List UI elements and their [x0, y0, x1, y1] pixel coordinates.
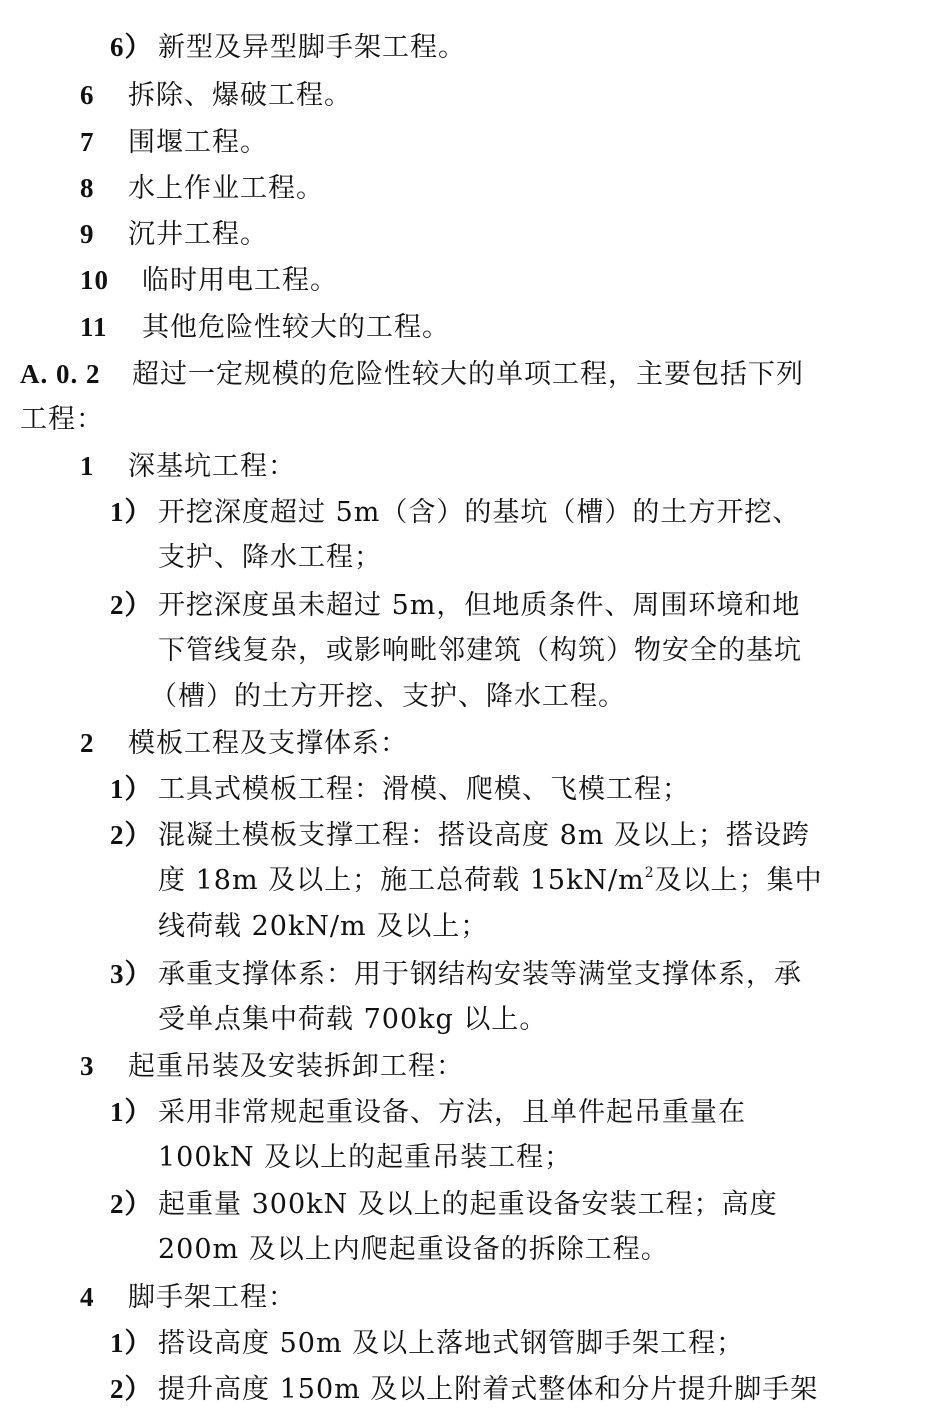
subitem-text: （槽）的土方开挖、支护、降水工程。 [150, 681, 626, 712]
subitem-text: 及以上；集中 [654, 865, 823, 896]
subitem-3-1 [110, 1095, 746, 1130]
subitem-text: 起重量 300kN 及以上的起重设备安装工程；高度 [158, 1189, 778, 1220]
item-text: 起重吊装及安装拆卸工程： [128, 1051, 464, 1082]
item-number: 4 [80, 1282, 95, 1312]
item-a01-6 [80, 78, 352, 113]
subitem-2-2 [110, 818, 810, 853]
subitem-2-2-continuation [158, 910, 488, 944]
item-text: 临时用电工程。 [142, 265, 338, 296]
section-text: 工程： [20, 404, 104, 435]
superscript: 2 [644, 865, 655, 881]
subitem-2-1 [110, 772, 690, 807]
subitem-3-2 [110, 1187, 778, 1222]
subitem-number: 1） [110, 774, 153, 804]
subitem-text: 200m 及以上内爬起重设备的拆除工程。 [158, 1234, 669, 1265]
item-number: 10 [80, 265, 109, 295]
item-text: 沉井工程。 [128, 219, 268, 250]
subitem-4-2 [110, 1372, 818, 1407]
item-number: 9 [80, 219, 95, 249]
subitem-1-2-continuation [158, 634, 802, 668]
item-text: 拆除、爆破工程。 [128, 80, 352, 111]
item-1-heading [80, 449, 296, 484]
item-text: 新型及异型脚手架工程。 [158, 32, 466, 63]
subitem-1-2-continuation [150, 680, 626, 714]
item-a01-8 [80, 171, 324, 206]
item-number: 7 [80, 127, 95, 157]
subitem-1-2 [110, 588, 800, 623]
subitem-3-2-continuation [158, 1233, 669, 1267]
item-a01-5-6 [110, 30, 466, 65]
item-text: 水上作业工程。 [128, 173, 324, 204]
subitem-number: 1） [110, 1328, 153, 1358]
item-a01-7 [80, 125, 268, 160]
item-text: 其他危险性较大的工程。 [142, 312, 450, 343]
subitem-text: 开挖深度超过 5m（含）的基坑（槽）的土方开挖、 [158, 497, 801, 528]
subitem-number: 2） [110, 820, 153, 850]
item-a01-10 [80, 263, 338, 298]
item-4-heading [80, 1280, 296, 1315]
subitem-1-1-continuation [158, 541, 382, 575]
item-number: 2 [80, 728, 95, 758]
item-2-heading [80, 726, 408, 761]
item-number: 1 [80, 451, 95, 481]
section-a02-heading [20, 357, 804, 392]
subitem-text: 100kN 及以上的起重吊装工程； [158, 1142, 573, 1173]
subitem-number: 2） [110, 590, 153, 620]
subitem-text: 线荷载 20kN/m 及以上； [158, 911, 489, 942]
item-text: 模板工程及支撑体系： [128, 728, 408, 759]
subitem-1-1 [110, 495, 800, 530]
subitem-number: 1） [110, 1097, 153, 1127]
item-number: 3 [80, 1051, 95, 1081]
subitem-text: 受单点集中荷载 700kg 以上。 [158, 1004, 548, 1035]
item-number: 6 [80, 80, 95, 110]
subitem-number: 2） [110, 1374, 153, 1404]
subitem-text: 下管线复杂，或影响毗邻建筑（构筑）物安全的基坑 [158, 635, 802, 666]
item-text: 深基坑工程： [128, 451, 296, 482]
item-text: 围堰工程。 [128, 127, 268, 158]
subitem-text: 采用非常规起重设备、方法，且单件起吊重量在 [158, 1097, 746, 1128]
subitem-text: 工具式模板工程：滑模、爬模、飞模工程； [158, 774, 690, 805]
subitem-text: 提升高度 150m 及以上附着式整体和分片提升脚手架 [158, 1374, 819, 1405]
item-number: 8 [80, 173, 95, 203]
item-text: 脚手架工程： [128, 1282, 296, 1313]
subitem-3-1-continuation [158, 1141, 572, 1175]
item-a01-11 [80, 310, 450, 345]
subitem-text: 承重支撑体系：用于钢结构安装等满堂支撑体系，承 [158, 959, 802, 990]
subitem-text: 混凝土模板支撑工程：搭设高度 8m 及以上；搭设跨 [158, 820, 810, 851]
section-a02-continuation [20, 403, 104, 437]
subitem-text: 支护、降水工程； [158, 542, 382, 573]
subitem-text: 开挖深度虽未超过 5m，但地质条件、周围环境和地 [158, 590, 801, 621]
subitem-2-2-continuation [158, 864, 823, 898]
subitem-number: 2） [110, 1189, 153, 1219]
section-number: A. 0. 2 [20, 359, 101, 389]
section-text: 超过一定规模的危险性较大的单项工程，主要包括下列 [132, 359, 804, 390]
subitem-number: 1） [110, 497, 153, 527]
subitem-number: 3） [110, 959, 153, 989]
subitem-text: 搭设高度 50m 及以上落地式钢管脚手架工程； [158, 1328, 745, 1359]
subitem-text: 度 18m 及以上；施工总荷载 15kN/m [158, 865, 645, 896]
item-number: 6） [110, 32, 153, 62]
item-3-heading [80, 1049, 464, 1084]
item-number: 11 [80, 312, 108, 342]
subitem-2-3 [110, 957, 802, 992]
item-a01-9 [80, 217, 268, 252]
subitem-2-3-continuation [158, 1003, 547, 1037]
subitem-4-1 [110, 1326, 744, 1361]
